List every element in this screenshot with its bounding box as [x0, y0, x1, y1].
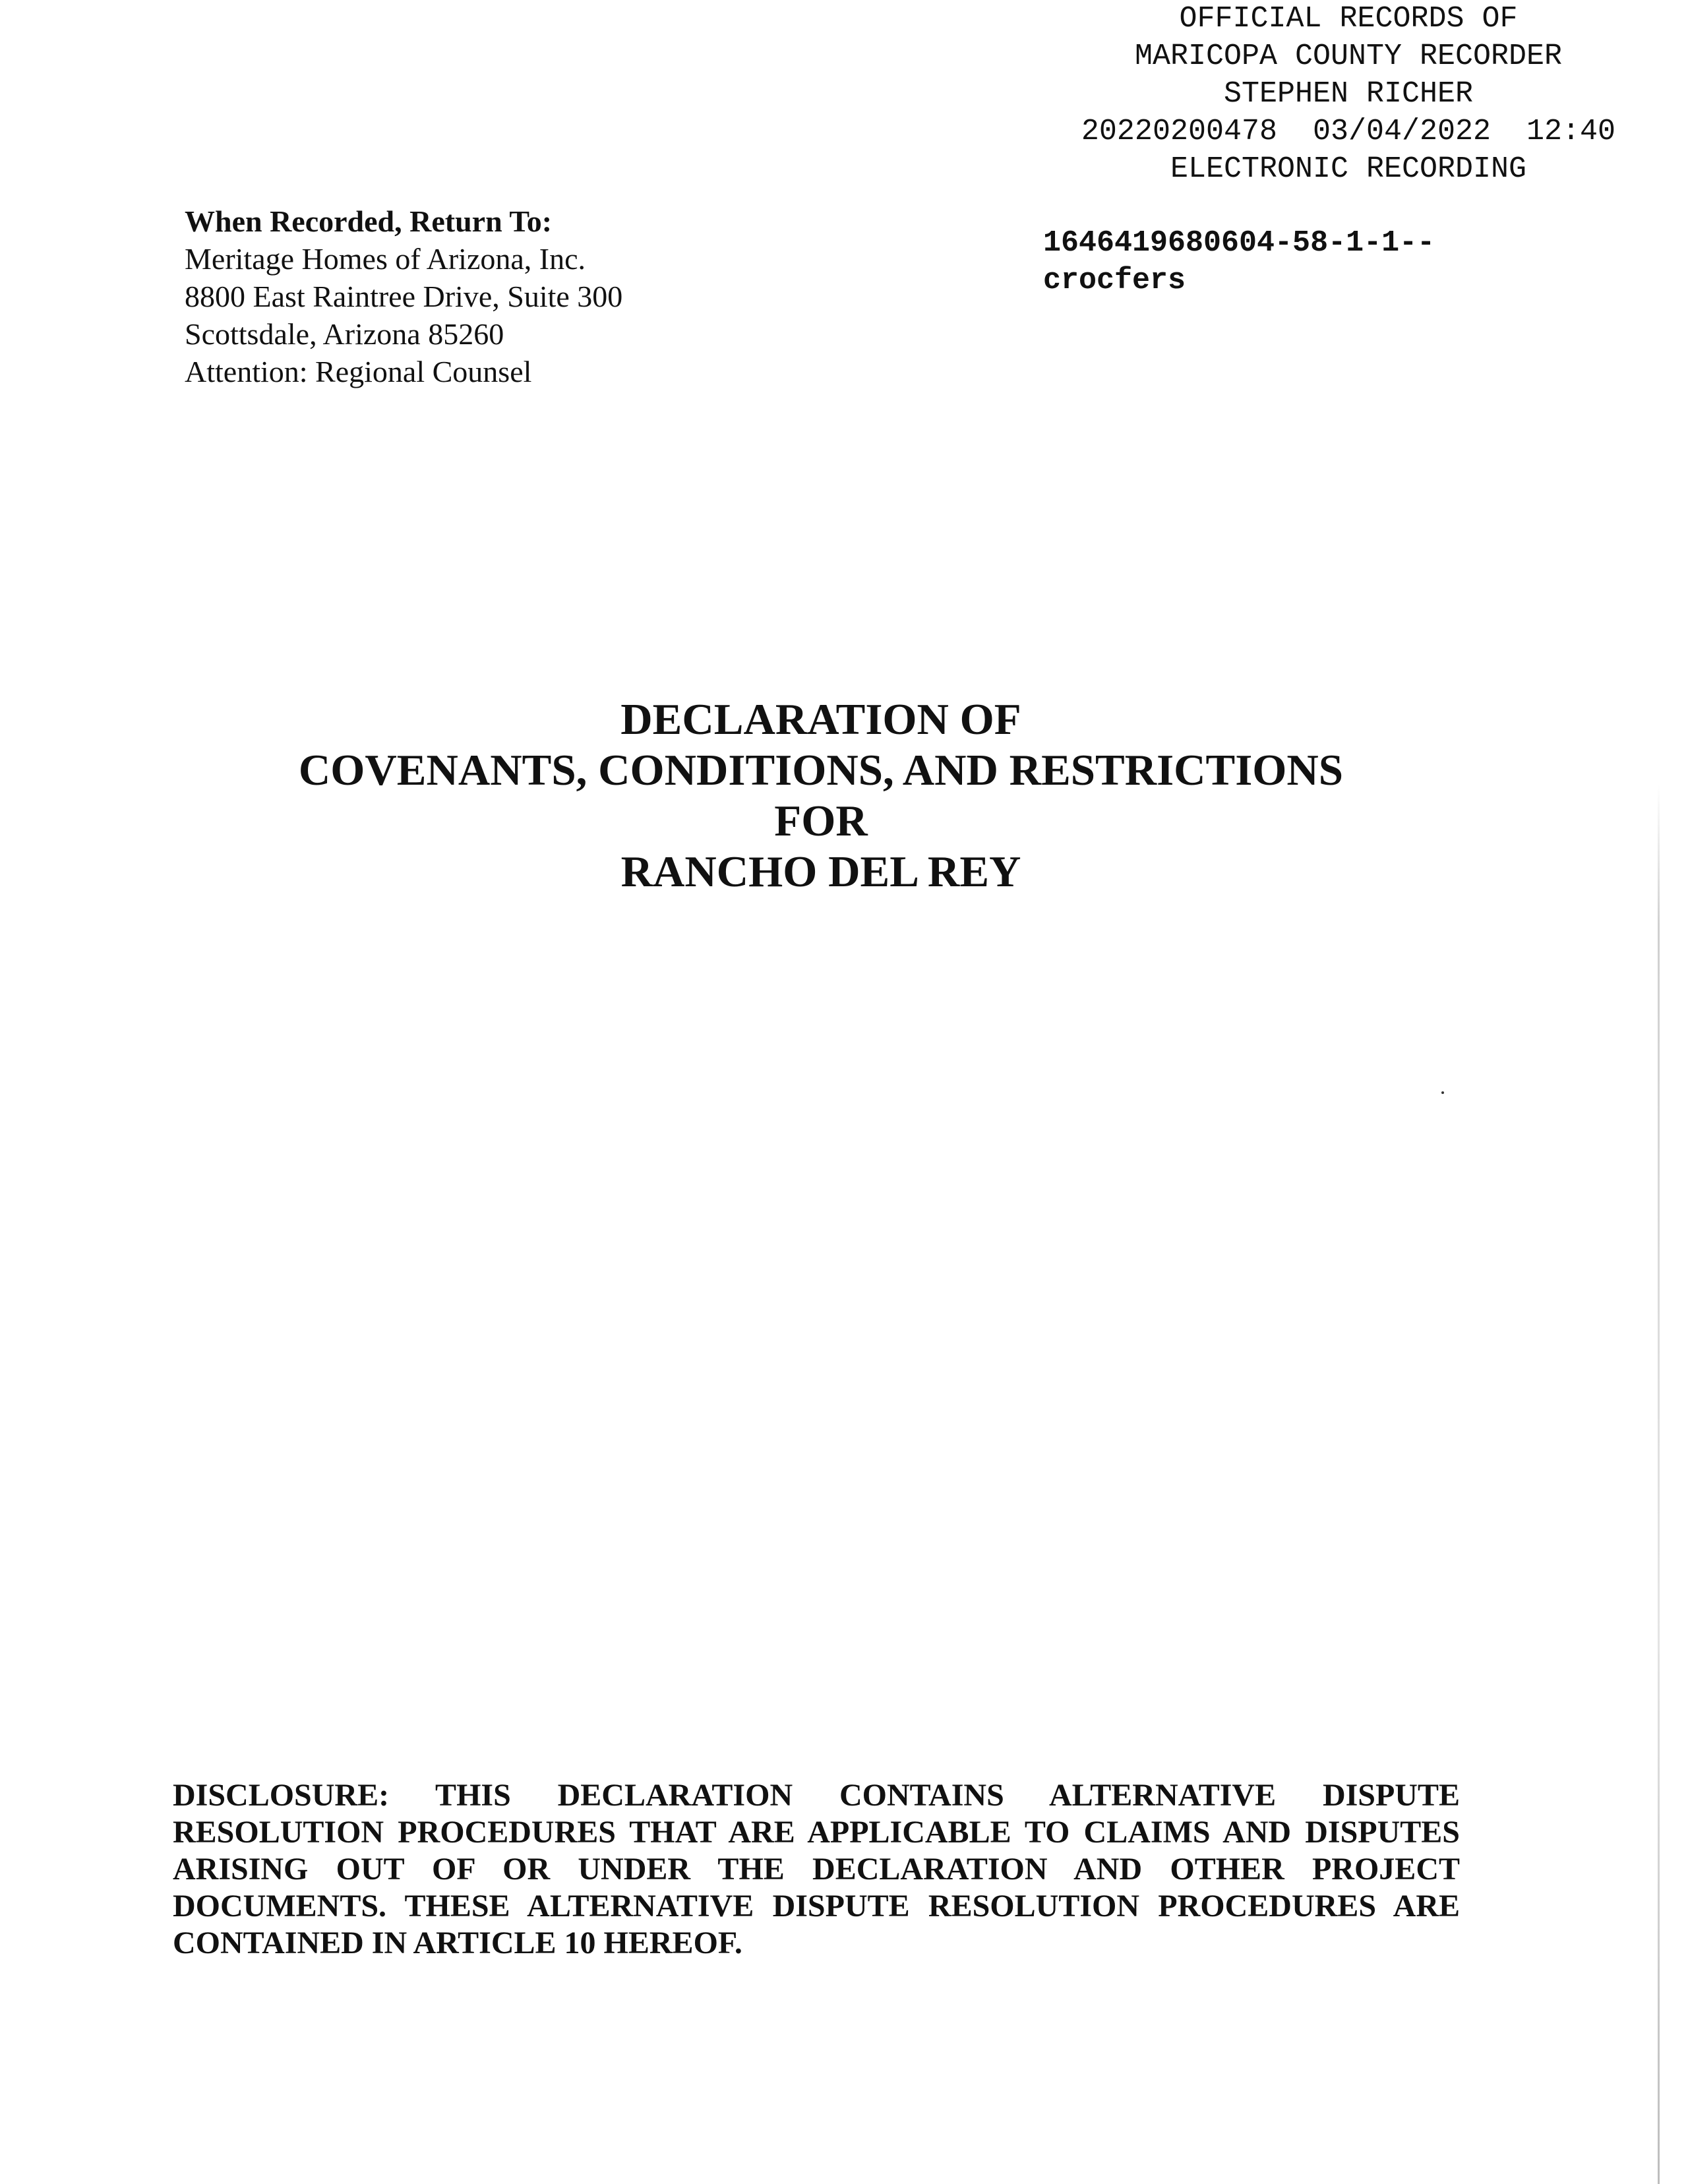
title-line-2: COVENANTS, CONDITIONS, AND RESTRICTIONS — [298, 746, 1344, 795]
document-code — [1043, 224, 1435, 299]
title-line-1: DECLARATION OF — [620, 695, 1021, 744]
return-to-street: 8800 East Raintree Drive, Suite 300 — [185, 280, 623, 313]
return-to-city: Scottsdale, Arizona 85260 — [185, 317, 504, 351]
document-code-line-1: 1646419680604-58-1-1-- — [1043, 226, 1435, 260]
title-line-4: RANCHO DEL REY — [620, 847, 1021, 896]
scan-edge-shadow — [1658, 785, 1660, 2184]
scan-speck — [1441, 1091, 1444, 1094]
recorder-stamp-line-1: OFFICIAL RECORDS OF — [1179, 2, 1518, 36]
return-to-attention: Attention: Regional Counsel — [185, 355, 532, 388]
disclosure-paragraph: DISCLOSURE: THIS DECLARATION CONTAINS ALTERNATIVE DISPUTE RESOLUTION PROCEDURES THAT ARE APPLICABLE TO CLAIMS AND DISPUTES ARISING OUT OF OR UNDER THE DECLARATION AND OTHER PROJECT DOCUMENTS. THESE ALTERNATIVE DISPUTE RESOLUTION PROCEDURES ARE CONTAINED IN ARTICLE 10 HEREOF. — [173, 1778, 1460, 1960]
document-title — [0, 694, 1642, 897]
document-code-line-2: crocfers — [1043, 264, 1186, 297]
recorder-stamp — [1015, 0, 1681, 188]
recorder-stamp-line-2: MARICOPA COUNTY RECORDER — [1134, 40, 1563, 73]
recorder-stamp-line-3: STEPHEN RICHER — [1223, 77, 1474, 111]
return-to-address-block — [185, 202, 622, 390]
recording-number-date-time: 20220200478 03/04/2022 12:40 — [1081, 115, 1616, 148]
title-line-3: FOR — [774, 797, 868, 845]
return-to-heading: When Recorded, Return To: — [185, 204, 553, 238]
recording-type: ELECTRONIC RECORDING — [1170, 152, 1527, 186]
return-to-company: Meritage Homes of Arizona, Inc. — [185, 242, 586, 276]
